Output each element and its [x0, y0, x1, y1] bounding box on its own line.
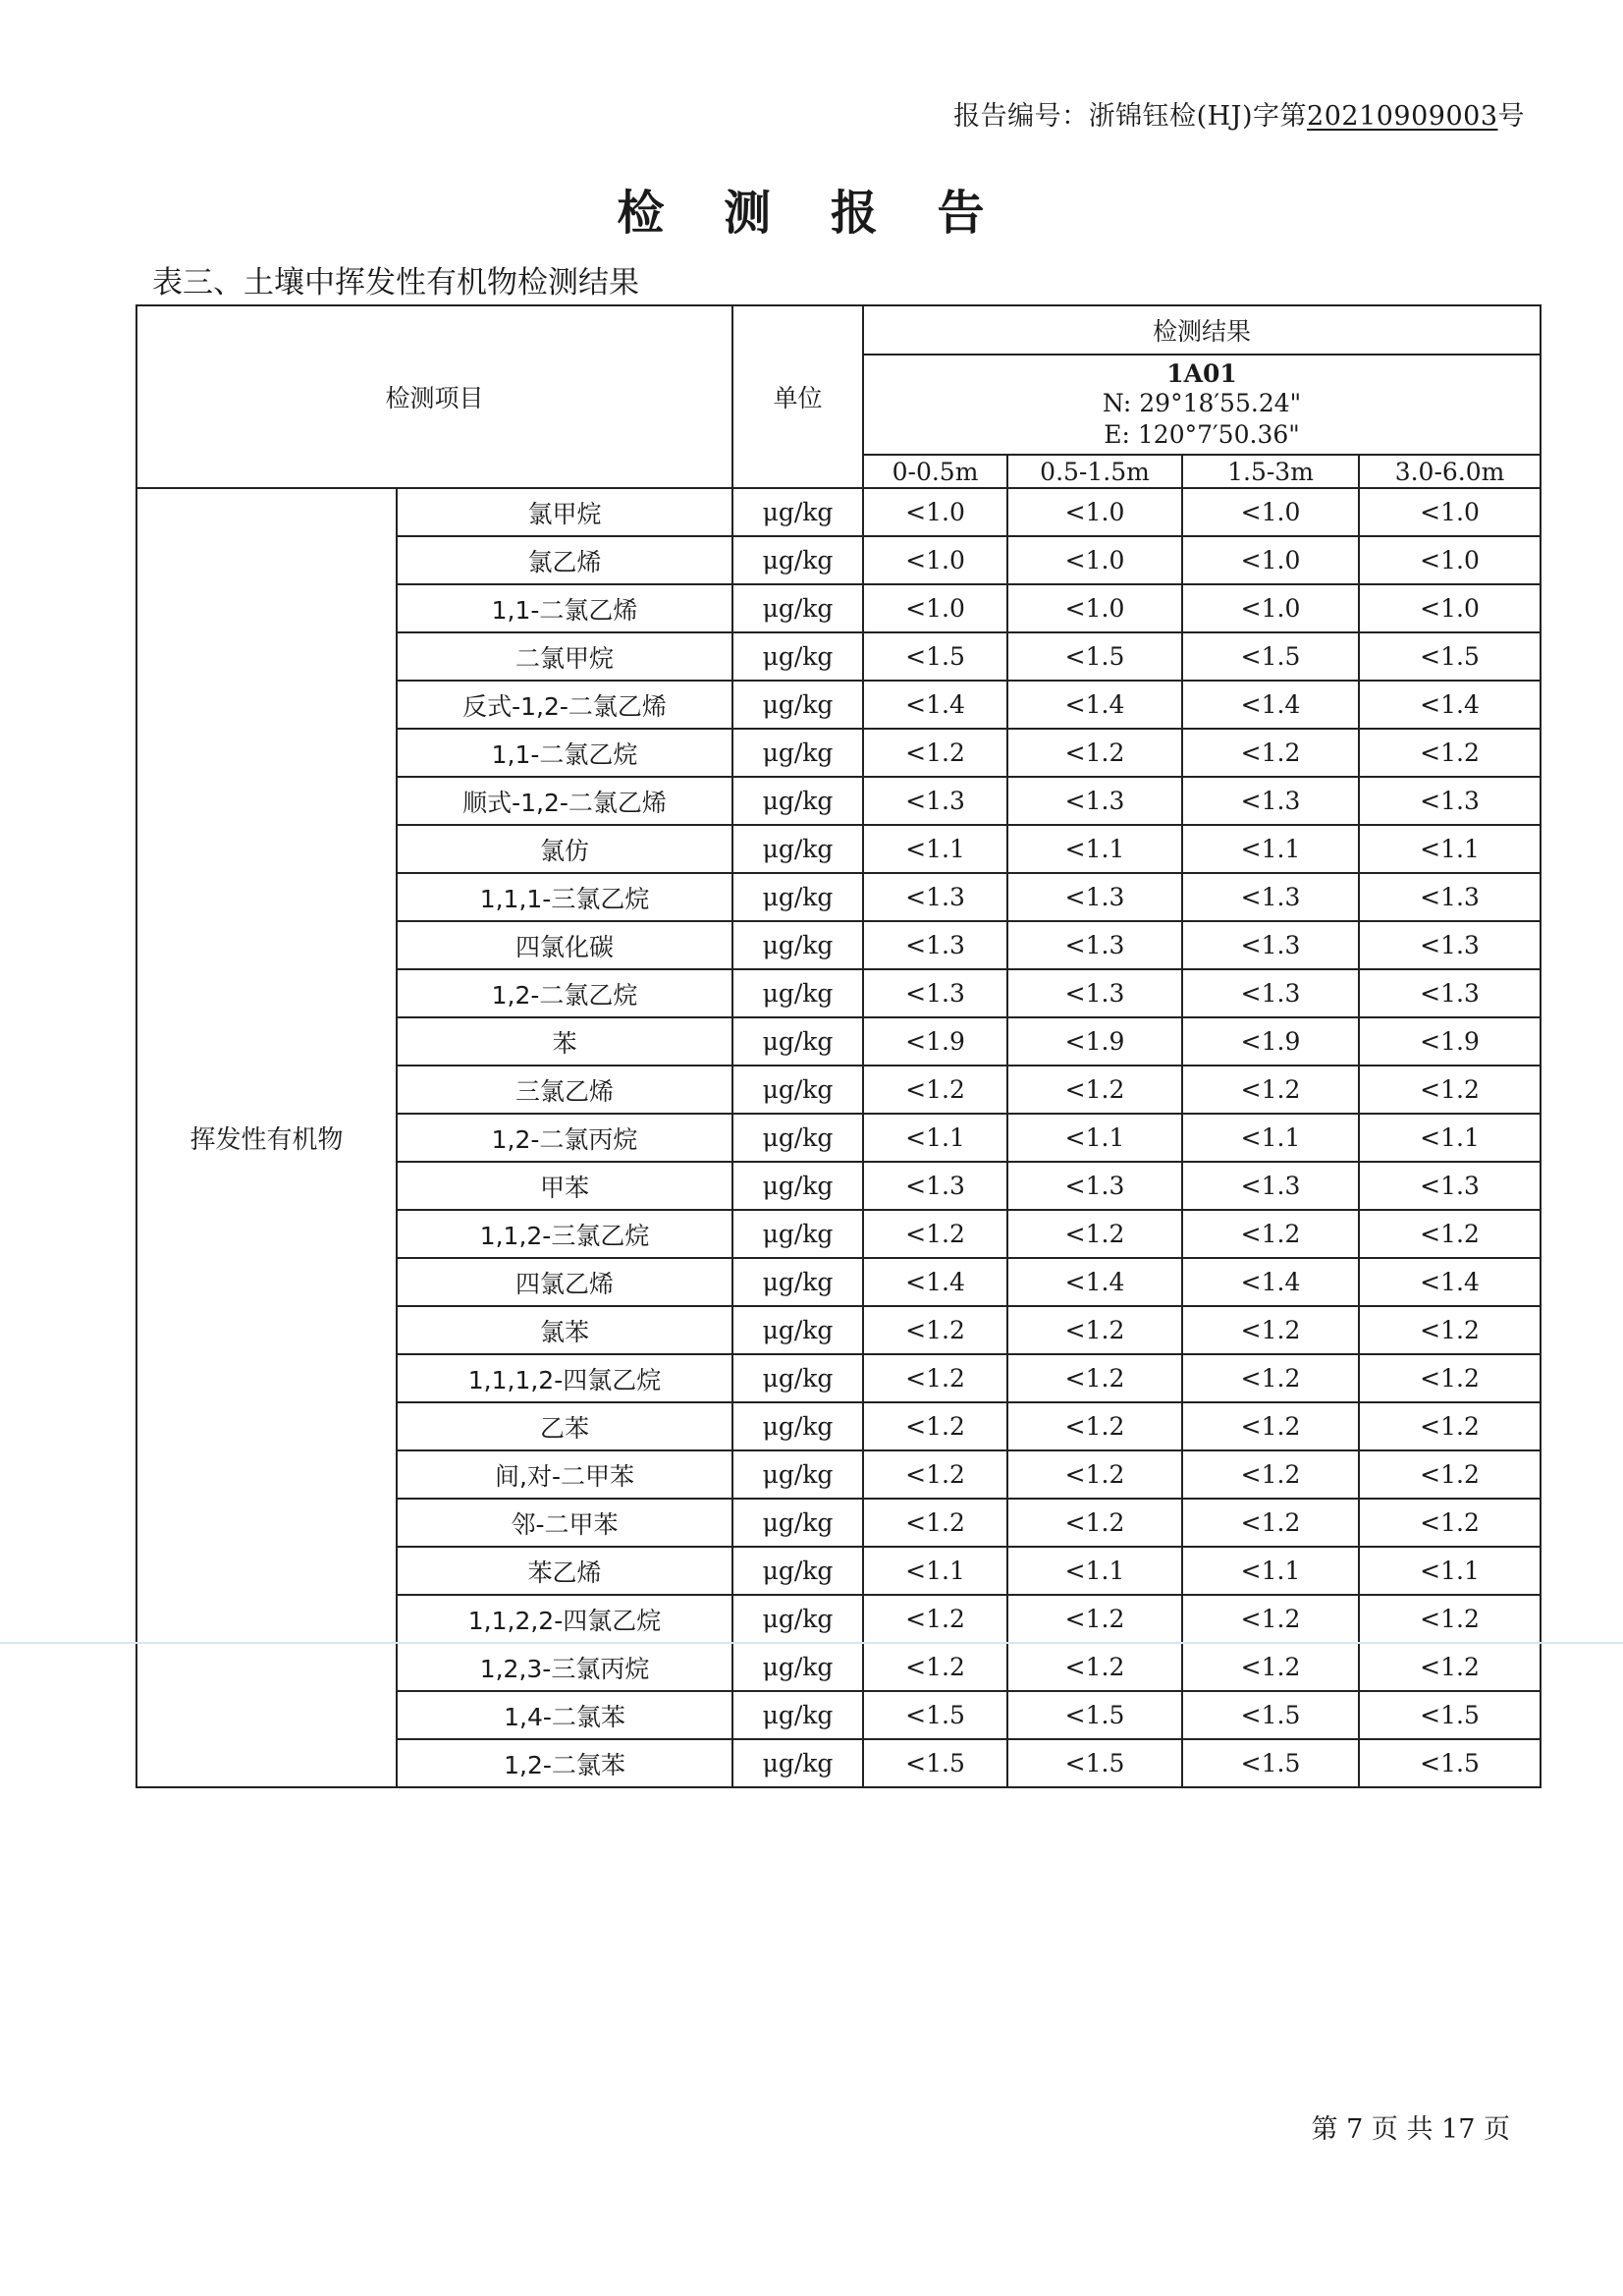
result-value: <1.5 [1359, 1739, 1541, 1787]
result-value: <1.0 [863, 488, 1007, 536]
result-value: <1.0 [1359, 584, 1541, 632]
result-value: <1.1 [863, 1114, 1007, 1162]
result-value: <1.2 [1359, 1306, 1541, 1354]
compound-name: 1,2-二氯丙烷 [397, 1114, 732, 1162]
unit-cell: μg/kg [732, 1595, 863, 1643]
unit-cell: μg/kg [732, 584, 863, 632]
unit-cell: μg/kg [732, 729, 863, 777]
result-value: <1.0 [1359, 536, 1541, 584]
compound-name: 1,1-二氯乙烯 [397, 584, 732, 632]
unit-cell: μg/kg [732, 1306, 863, 1354]
result-value: <1.1 [863, 1547, 1007, 1595]
depth-header: 3.0-6.0m [1359, 455, 1541, 488]
unit-cell: μg/kg [732, 536, 863, 584]
compound-name: 氯乙烯 [397, 536, 732, 584]
result-value: <1.0 [1007, 536, 1182, 584]
result-value: <1.3 [1007, 777, 1182, 825]
result-value: <1.2 [1007, 1066, 1182, 1114]
table-caption: 表三、土壤中挥发性有机物检测结果 [152, 265, 639, 301]
result-value: <1.2 [1182, 1595, 1359, 1643]
result-value: <1.4 [1359, 1258, 1541, 1306]
compound-name: 反式-1,2-二氯乙烯 [397, 681, 732, 729]
result-value: <1.2 [1007, 1450, 1182, 1499]
sample-id: 1A01 [1166, 358, 1237, 388]
result-value: <1.2 [863, 1306, 1007, 1354]
compound-name: 甲苯 [397, 1162, 732, 1210]
result-value: <1.2 [863, 1210, 1007, 1258]
unit-cell: μg/kg [732, 1162, 863, 1210]
result-value: <1.3 [1007, 873, 1182, 921]
compound-name: 1,1,2,2-四氯乙烷 [397, 1595, 732, 1643]
result-value: <1.2 [1007, 1354, 1182, 1402]
compound-name: 氯苯 [397, 1306, 732, 1354]
page-number: 第 7 页 共 17 页 [1311, 2114, 1510, 2145]
unit-cell: μg/kg [732, 921, 863, 969]
result-value: <1.1 [1359, 1547, 1541, 1595]
result-value: <1.2 [1007, 1643, 1182, 1691]
result-value: <1.5 [1007, 1739, 1182, 1787]
page-title: 检 测 报 告 [617, 186, 1006, 241]
result-value: <1.1 [1182, 1114, 1359, 1162]
unit-cell: μg/kg [732, 777, 863, 825]
result-value: <1.1 [1182, 1547, 1359, 1595]
sample-info [863, 355, 1541, 455]
compound-name: 四氯化碳 [397, 921, 732, 969]
unit-cell: μg/kg [732, 969, 863, 1017]
unit-cell: μg/kg [732, 1450, 863, 1499]
result-value: <1.4 [1182, 1258, 1359, 1306]
result-value: <1.2 [863, 1402, 1007, 1450]
compound-name: 1,1,1,2-四氯乙烷 [397, 1354, 732, 1402]
report-number-suffix: 号 [1497, 101, 1525, 132]
result-value: <1.2 [1182, 729, 1359, 777]
report-number-label: 报告编号：浙锦钰检(HJ)字第 [953, 101, 1308, 132]
result-value: <1.2 [1182, 1499, 1359, 1547]
result-value: <1.3 [1359, 873, 1541, 921]
result-value: <1.2 [1182, 1643, 1359, 1691]
result-value: <1.5 [863, 632, 1007, 681]
result-value: <1.9 [863, 1017, 1007, 1066]
compound-name: 1,2,3-三氯丙烷 [397, 1643, 732, 1691]
result-value: <1.2 [863, 1354, 1007, 1402]
result-value: <1.0 [1007, 488, 1182, 536]
table-row [136, 488, 1541, 536]
header-test-result: 检测结果 [863, 305, 1541, 355]
unit-cell: μg/kg [732, 1258, 863, 1306]
compound-name: 1,1,1-三氯乙烷 [397, 873, 732, 921]
result-value: <1.3 [1182, 921, 1359, 969]
coord-north: N: 29°18′55.24" [1102, 388, 1302, 417]
result-value: <1.3 [1182, 969, 1359, 1017]
result-value: <1.5 [1182, 632, 1359, 681]
result-value: <1.2 [1359, 1402, 1541, 1450]
header-unit: 单位 [732, 305, 863, 488]
result-value: <1.2 [1182, 1210, 1359, 1258]
result-value: <1.3 [863, 873, 1007, 921]
result-value: <1.2 [863, 1450, 1007, 1499]
result-value: <1.3 [863, 921, 1007, 969]
compound-name: 间,对-二甲苯 [397, 1450, 732, 1499]
group-label: 挥发性有机物 [136, 488, 397, 1787]
result-value: <1.1 [1007, 1114, 1182, 1162]
result-value: <1.2 [1359, 1066, 1541, 1114]
result-value: <1.2 [1359, 1595, 1541, 1643]
result-value: <1.9 [1182, 1017, 1359, 1066]
result-value: <1.2 [1359, 1643, 1541, 1691]
result-value: <1.2 [1182, 1450, 1359, 1499]
result-value: <1.3 [1359, 777, 1541, 825]
result-value: <1.2 [1182, 1066, 1359, 1114]
compound-name: 苯 [397, 1017, 732, 1066]
result-value: <1.4 [1007, 681, 1182, 729]
compound-name: 氯甲烷 [397, 488, 732, 536]
result-value: <1.3 [1182, 777, 1359, 825]
compound-name: 1,1-二氯乙烷 [397, 729, 732, 777]
unit-cell: μg/kg [732, 1114, 863, 1162]
result-value: <1.2 [1359, 1499, 1541, 1547]
result-value: <1.2 [1359, 1450, 1541, 1499]
compound-name: 顺式-1,2-二氯乙烯 [397, 777, 732, 825]
result-value: <1.5 [1182, 1691, 1359, 1739]
result-value: <1.4 [1182, 681, 1359, 729]
result-value: <1.3 [1359, 1162, 1541, 1210]
result-value: <1.0 [1182, 584, 1359, 632]
result-value: <1.2 [1007, 729, 1182, 777]
result-value: <1.0 [1182, 536, 1359, 584]
depth-header: 1.5-3m [1182, 455, 1359, 488]
result-value: <1.1 [863, 825, 1007, 873]
report-number-value: 20210909003 [1307, 101, 1498, 132]
compound-name: 1,2-二氯乙烷 [397, 969, 732, 1017]
compound-name: 1,2-二氯苯 [397, 1739, 732, 1787]
result-value: <1.2 [863, 1499, 1007, 1547]
compound-name: 苯乙烯 [397, 1547, 732, 1595]
result-value: <1.5 [1359, 1691, 1541, 1739]
result-value: <1.3 [1182, 873, 1359, 921]
compound-name: 四氯乙烯 [397, 1258, 732, 1306]
compound-name: 1,1,2-三氯乙烷 [397, 1210, 732, 1258]
unit-cell: μg/kg [732, 1739, 863, 1787]
unit-cell: μg/kg [732, 1691, 863, 1739]
unit-cell: μg/kg [732, 681, 863, 729]
unit-cell: μg/kg [732, 488, 863, 536]
result-value: <1.5 [1359, 632, 1541, 681]
unit-cell: μg/kg [732, 1066, 863, 1114]
result-value: <1.0 [1359, 488, 1541, 536]
result-value: <1.9 [1007, 1017, 1182, 1066]
result-value: <1.2 [1007, 1499, 1182, 1547]
unit-cell: μg/kg [732, 1643, 863, 1691]
result-value: <1.2 [1182, 1402, 1359, 1450]
compound-name: 1,4-二氯苯 [397, 1691, 732, 1739]
unit-cell: μg/kg [732, 1499, 863, 1547]
result-value: <1.3 [863, 1162, 1007, 1210]
report-number [953, 94, 1525, 133]
result-value: <1.5 [863, 1739, 1007, 1787]
unit-cell: μg/kg [732, 1210, 863, 1258]
result-value: <1.0 [863, 584, 1007, 632]
result-value: <1.1 [1359, 1114, 1541, 1162]
result-value: <1.0 [863, 536, 1007, 584]
unit-cell: μg/kg [732, 1547, 863, 1595]
result-value: <1.5 [1007, 1691, 1182, 1739]
result-value: <1.1 [1182, 825, 1359, 873]
result-value: <1.3 [1007, 969, 1182, 1017]
result-value: <1.1 [1359, 825, 1541, 873]
result-value: <1.3 [1182, 1162, 1359, 1210]
unit-cell: μg/kg [732, 1017, 863, 1066]
result-value: <1.1 [1007, 825, 1182, 873]
result-value: <1.4 [863, 681, 1007, 729]
result-value: <1.4 [1007, 1258, 1182, 1306]
result-value: <1.4 [1359, 681, 1541, 729]
result-value: <1.9 [1359, 1017, 1541, 1066]
unit-cell: μg/kg [732, 1402, 863, 1450]
result-value: <1.2 [863, 1643, 1007, 1691]
result-value: <1.3 [1007, 1162, 1182, 1210]
result-value: <1.2 [1182, 1354, 1359, 1402]
result-value: <1.2 [863, 1066, 1007, 1114]
result-value: <1.4 [863, 1258, 1007, 1306]
unit-cell: μg/kg [732, 632, 863, 681]
result-value: <1.5 [1182, 1739, 1359, 1787]
result-value: <1.0 [1007, 584, 1182, 632]
result-value: <1.2 [1182, 1306, 1359, 1354]
unit-cell: μg/kg [732, 1354, 863, 1402]
header-test-item: 检测项目 [136, 305, 732, 488]
result-value: <1.2 [1359, 1210, 1541, 1258]
result-value: <1.3 [1359, 969, 1541, 1017]
depth-header: 0.5-1.5m [1007, 455, 1182, 488]
compound-name: 邻-二甲苯 [397, 1499, 732, 1547]
compound-name: 乙苯 [397, 1402, 732, 1450]
result-value: <1.2 [1359, 1354, 1541, 1402]
result-value: <1.3 [1359, 921, 1541, 969]
result-value: <1.1 [1007, 1547, 1182, 1595]
result-value: <1.2 [1007, 1595, 1182, 1643]
result-value: <1.3 [1007, 921, 1182, 969]
result-value: <1.3 [863, 969, 1007, 1017]
result-value: <1.2 [1007, 1210, 1182, 1258]
compound-name: 二氯甲烷 [397, 632, 732, 681]
result-value: <1.3 [863, 777, 1007, 825]
result-value: <1.2 [863, 1595, 1007, 1643]
result-value: <1.2 [863, 729, 1007, 777]
voc-results-table [135, 304, 1542, 1788]
result-value: <1.2 [1007, 1402, 1182, 1450]
coord-east: E: 120°7′50.36" [1104, 419, 1300, 449]
result-value: <1.5 [1007, 632, 1182, 681]
result-value: <1.2 [1007, 1306, 1182, 1354]
depth-header: 0-0.5m [863, 455, 1007, 488]
unit-cell: μg/kg [732, 825, 863, 873]
result-value: <1.5 [863, 1691, 1007, 1739]
scan-line [0, 1642, 1623, 1644]
result-value: <1.2 [1359, 729, 1541, 777]
compound-name: 三氯乙烯 [397, 1066, 732, 1114]
result-value: <1.0 [1182, 488, 1359, 536]
compound-name: 氯仿 [397, 825, 732, 873]
unit-cell: μg/kg [732, 873, 863, 921]
